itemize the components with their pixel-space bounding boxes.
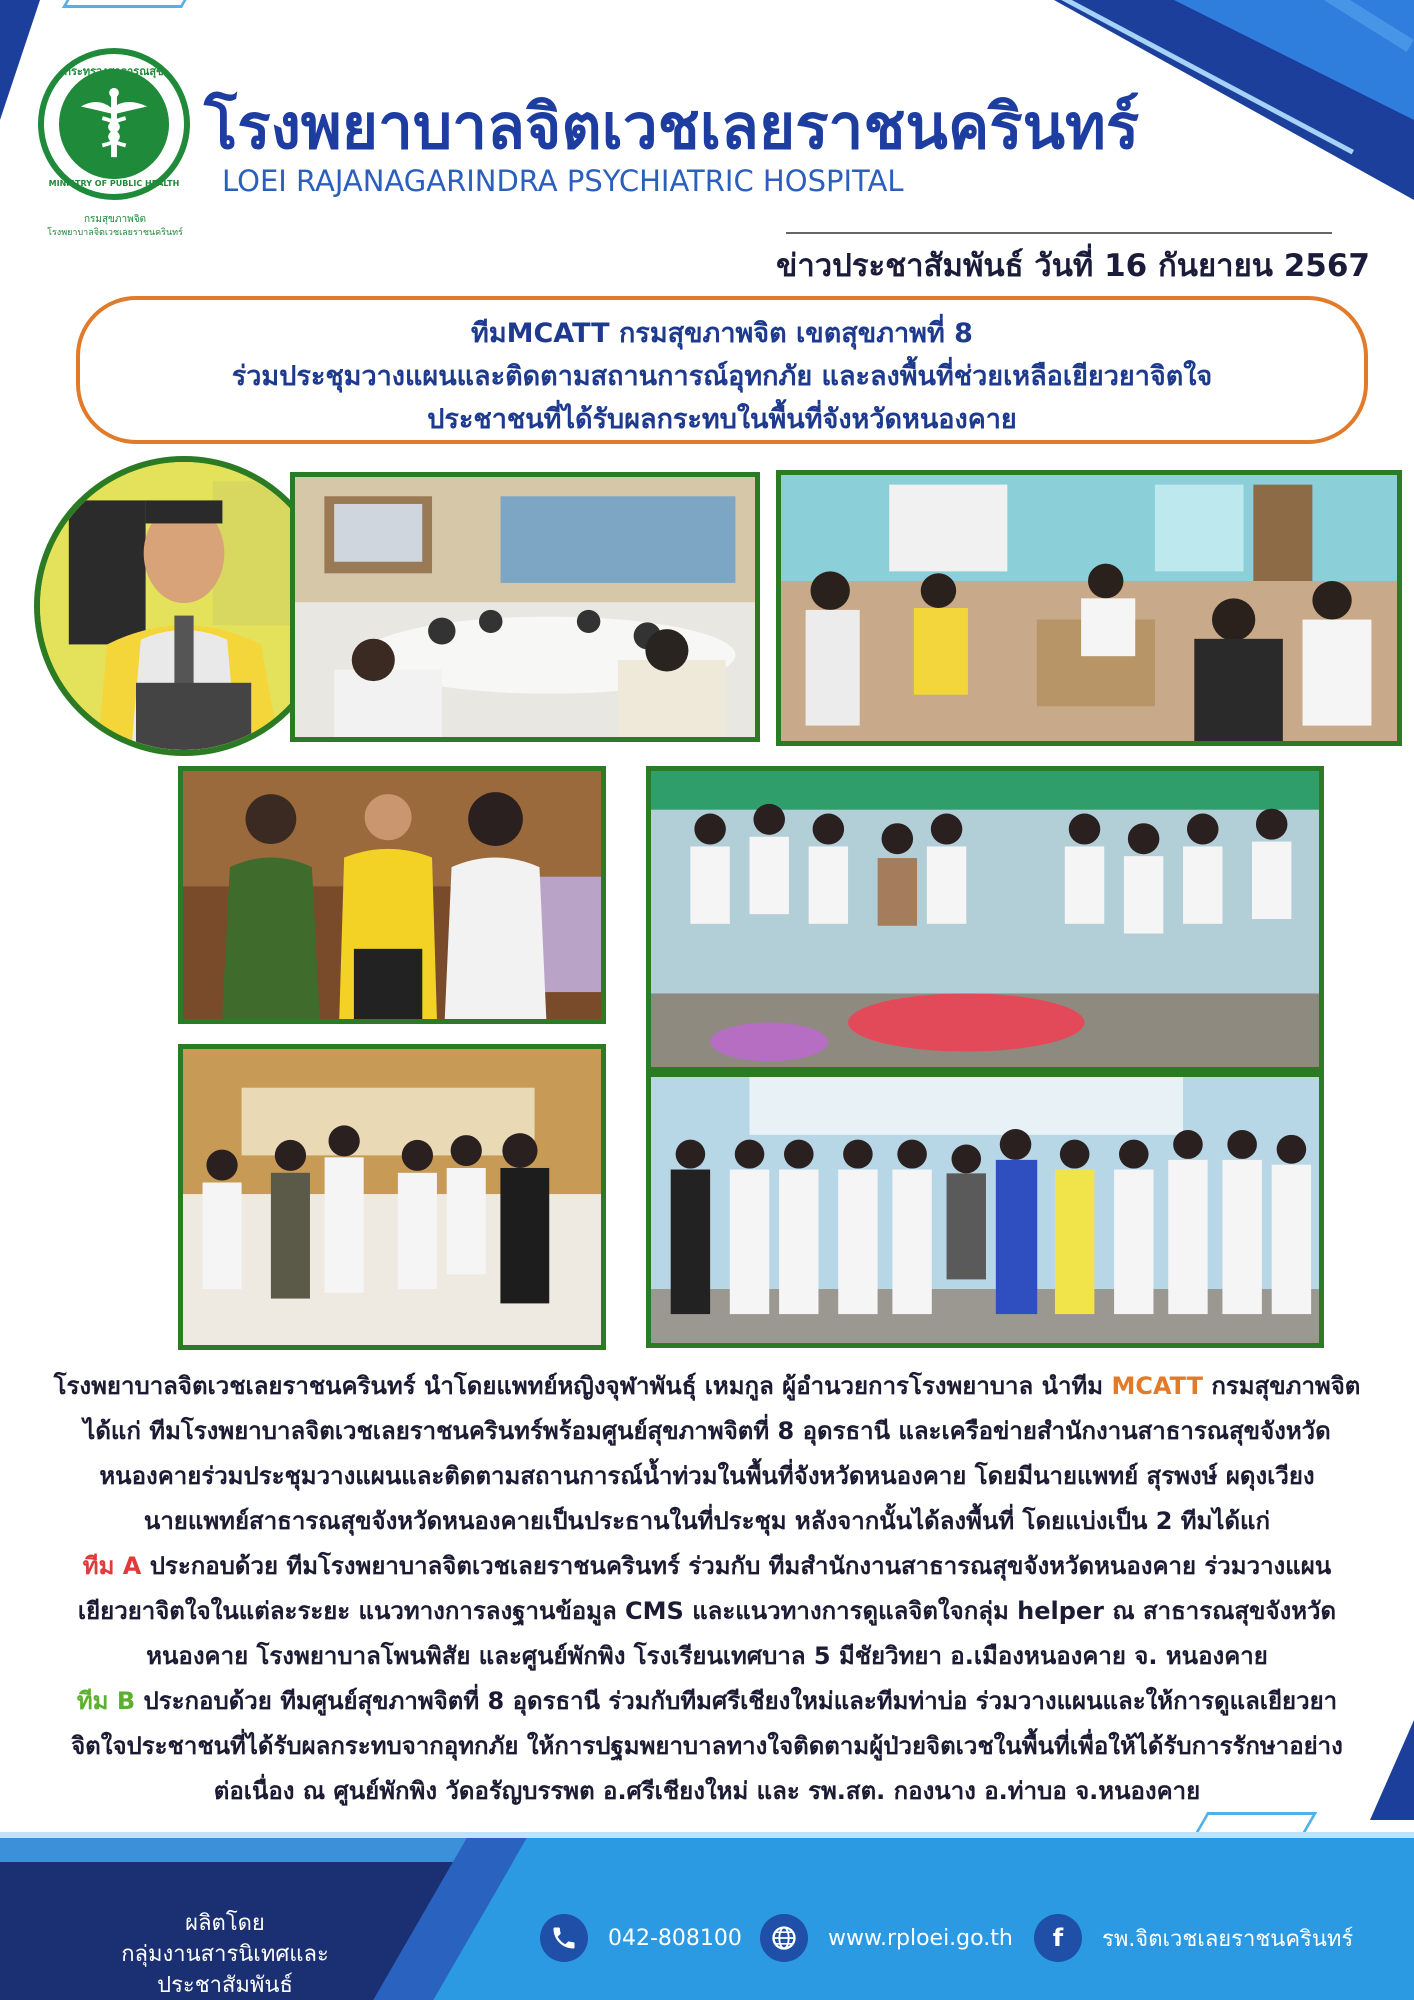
hospital-title-english: LOEI RAJANAGARINDRA PSYCHIATRIC HOSPITAL (222, 164, 904, 198)
article-text: ประกอบด้วย ทีมโรงพยาบาลจิตเวชเลยราชนครินทร์ ร่วมกับ ทีมสำนักงานสาธารณสุขจังหวัดหนองคาย ร่วมวางแผน (141, 1552, 1332, 1580)
article-text: ประกอบด้วย ทีมศูนย์สุขภาพจิตที่ 8 อุดรธานี ร่วมกับทีมศรีเชียงใหม่และทีมท่าบ่อ ร่วมวางแผนและให้การดูแลเยียวยา (135, 1687, 1338, 1715)
website-link[interactable] (760, 1914, 1013, 1962)
phone-number: 042-808100 (608, 1925, 742, 1951)
website-url: www.rploei.go.th (828, 1925, 1013, 1951)
article-paragraph: ต่อเนื่อง ณ ศูนย์พักพิง วัดอรัญบรรพต อ.ศรีเชียงใหม่ และ รพ.สต. กองนาง อ.ท่าบอ จ.หนองคาย (213, 1777, 1201, 1805)
news-date: ข่าวประชาสัมพันธ์ วันที่ 16 กันยายน 2567 (776, 248, 1370, 284)
ministry-logo (38, 48, 190, 200)
article-paragraph: นายแพทย์สาธารณสุขจังหวัดหนองคายเป็นประธานในที่ประชุม หลังจากนั้นได้ลงพื้นที่ โดยแบ่งเป็น 2 ทีมได้แก่ (143, 1507, 1271, 1535)
team-a-label: ทีม A (82, 1552, 142, 1580)
article-paragraph: หนองคายร่วมประชุมวางแผนและติดตามสถานการณ์น้ำท่วมในพื้นที่จังหวัดหนองคาย โดยมีนายแพทย์ สุรพงษ์ ผดุงเวียง (99, 1462, 1315, 1490)
phone-icon (540, 1914, 588, 1962)
article-paragraph (22, 1364, 1392, 1409)
caduceus-icon (59, 69, 169, 179)
hexagon-outline (62, 0, 198, 8)
headline-line: ประชาชนที่ได้รับผลกระทบในพื้นที่จังหวัดหนองคาย (427, 404, 1017, 435)
headline-box (76, 296, 1368, 444)
corner-decoration (0, 0, 40, 120)
three-officials-photo (178, 766, 606, 1024)
globe-icon (760, 1914, 808, 1962)
article-paragraph: จิตใจประชาชนที่ได้รับผลกระทบจากอุทกภัย ให้การปฐมพยาบาลทางใจติดตามผู้ป่วยจิตเวชในพื้นที่เพื่อให้ได้รับการรักษาอย่าง (71, 1732, 1343, 1760)
producer-credit (60, 1908, 390, 2000)
divider (786, 232, 1332, 234)
headline-line: ทีมMCATT กรมสุขภาพจิต เขตสุขภาพที่ 8 (471, 318, 973, 349)
produced-by-label: ผลิตโดย (185, 1911, 265, 1936)
facebook-link[interactable] (1034, 1914, 1353, 1962)
team-visit-room-photo (776, 470, 1402, 746)
article-paragraph (22, 1679, 1392, 1724)
article-paragraph: เยียวยาจิตใจในแต่ละระยะ แนวทางการลงฐานข้อมูล CMS และแนวทางการดูแลจิตใจกลุ่ม helper ณ สาธารณสุขจังหวัด (77, 1597, 1337, 1625)
shelter-group-photo (646, 766, 1324, 1072)
logo-caption: กรมสุขภาพจิต (83, 214, 147, 225)
article-paragraph: ได้แก่ ทีมโรงพยาบาลจิตเวชเลยราชนครินทร์พร้อมศูนย์สุขภาพจิตที่ 8 อุดรธานี และเครือข่ายสำนักงานสาธารณสุขจังหวัด (83, 1417, 1331, 1445)
headline-line: ร่วมประชุมวางแผนและติดตามสถานการณ์อุทกภัย และลงพื้นที่ช่วยเหลือเยียวยาจิตใจ (231, 361, 1213, 392)
logo-ring-bottom-text: MINISTRY OF PUBLIC HEALTH (48, 179, 180, 188)
article-paragraph (22, 1544, 1392, 1589)
facebook-page-name: รพ.จิตเวชเลยราชนครินทร์ (1102, 1926, 1354, 1952)
article-text: โรงพยาบาลจิตเวชเลยราชนครินทร์ นำโดยแพทย์หญิงจุฬาพันธุ์ เหมกูล ผู้อำนวยการโรงพยาบาล นำทีม (53, 1372, 1112, 1400)
phone-contact[interactable] (540, 1914, 742, 1962)
department-name: กลุ่มงานสารนิเทศและประชาสัมพันธ์ (121, 1942, 329, 1998)
director-portrait-photo (34, 456, 334, 756)
article-text: กรมสุขภาพจิต (1202, 1372, 1361, 1400)
article-paragraph: หนองคาย โรงพยาบาลโพนพิสัย และศูนย์พักพิง โรงเรียนเทศบาล 5 มีชัยวิทยา อ.เมืองหนองคาย จ. หนองคาย (146, 1642, 1268, 1670)
logo-ring-top-text: กระทรวงสาธารณสุข (64, 65, 164, 78)
logo-caption: โรงพยาบาลจิตเวชเลยราชนครินทร์ (47, 228, 183, 238)
facebook-icon: f (1034, 1914, 1082, 1962)
hospital-title-thai: โรงพยาบาลจิตเวชเลยราชนครินทร์ (204, 90, 1140, 163)
team-b-label: ทีม B (76, 1687, 136, 1715)
outdoor-team-group-photo (646, 1072, 1324, 1348)
hall-meeting-photo (178, 1044, 606, 1350)
mcatt-highlight: MCATT (1111, 1372, 1203, 1400)
article-body (22, 1364, 1392, 1814)
meeting-room-photo (290, 472, 760, 742)
